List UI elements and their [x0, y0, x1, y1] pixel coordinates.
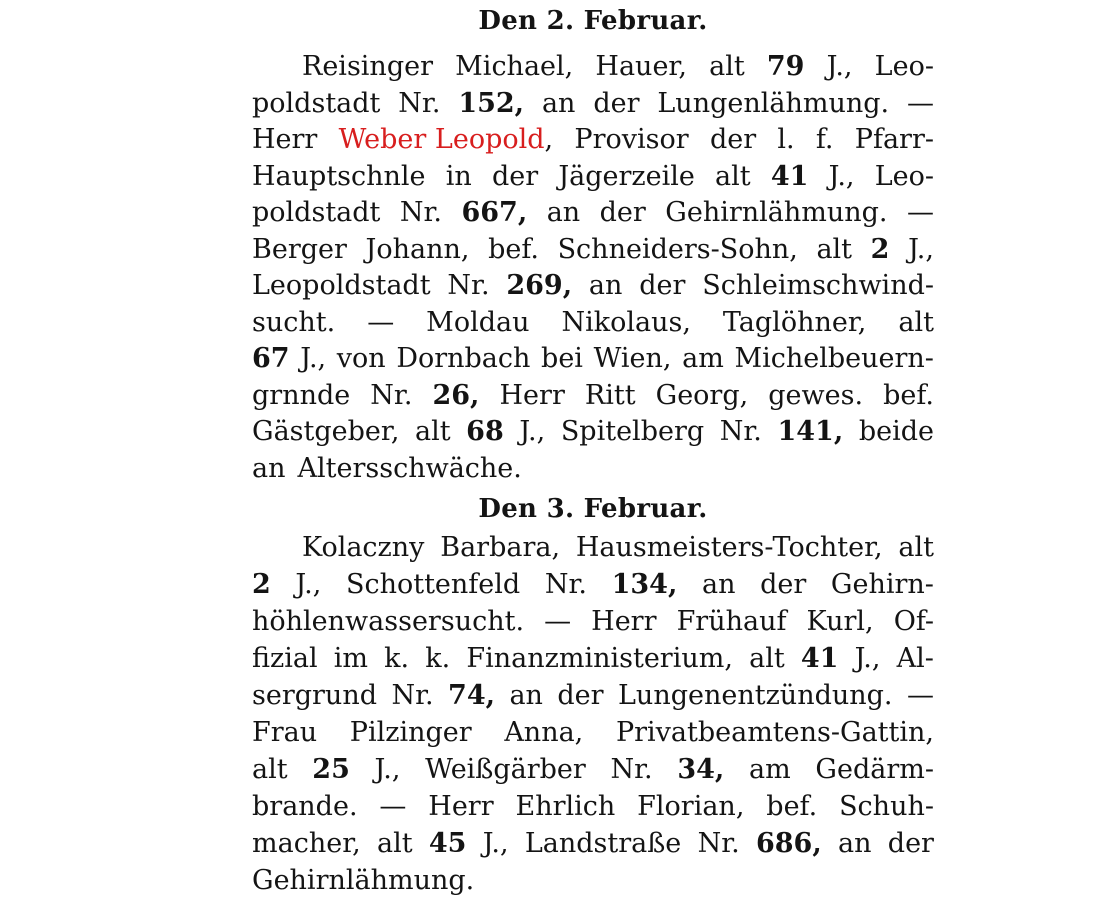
- word: Nr.: [610, 754, 653, 785]
- word: bef.: [766, 791, 818, 822]
- word: 74,: [448, 680, 496, 711]
- word: Lungenlähmung.: [657, 87, 890, 119]
- word: Spitelberg: [560, 416, 705, 447]
- text-line: [252, 232, 934, 269]
- word: an: [541, 87, 576, 119]
- word: Lungenentzündung.: [618, 680, 893, 711]
- word: Kolaczny: [302, 532, 425, 563]
- word: fizial: [252, 643, 318, 674]
- word: Georg,: [655, 379, 749, 411]
- word: —: [544, 606, 572, 637]
- word: beide: [858, 416, 934, 447]
- word: poldstadt: [252, 87, 381, 119]
- word: Nr.: [719, 416, 762, 447]
- word: im: [333, 643, 369, 674]
- text-line: [252, 677, 934, 714]
- text-line: [252, 378, 934, 415]
- word: Kurl,: [806, 606, 874, 637]
- word: Schleimschwind-: [702, 270, 934, 301]
- text-line: [252, 825, 934, 862]
- word: Pilzinger: [349, 717, 472, 748]
- word: brande.: [252, 791, 358, 822]
- text-line: [252, 566, 934, 603]
- word: J.,: [828, 160, 855, 192]
- word: sucht.: [252, 306, 336, 338]
- word: höhlenwassersucht.: [252, 606, 525, 637]
- word: —: [906, 680, 934, 711]
- word: —: [906, 197, 934, 228]
- word: Frühauf: [676, 606, 787, 637]
- word: Michelbeuern-: [734, 343, 934, 374]
- word: Pfarr-: [854, 124, 934, 155]
- word: Nr.: [398, 87, 441, 119]
- word: am: [682, 343, 724, 374]
- word: der: [599, 197, 646, 228]
- word: alt: [816, 233, 853, 265]
- word: an: [252, 452, 286, 484]
- text-line: [252, 49, 934, 86]
- word: an: [838, 828, 872, 859]
- text-line: [252, 751, 934, 788]
- word: J.,: [300, 343, 327, 374]
- section-february-3: [252, 489, 934, 899]
- text-line: [252, 788, 934, 825]
- word: Wien,: [593, 343, 672, 374]
- word: 269,: [506, 270, 573, 301]
- section-february-2: [252, 1, 934, 487]
- word: 152,: [458, 87, 525, 119]
- word: 67: [252, 343, 290, 374]
- text-line: [252, 159, 934, 196]
- word: J.,: [854, 643, 881, 674]
- word: Hausmeisters-Tochter,: [575, 532, 883, 563]
- word: an: [546, 197, 581, 228]
- word: alt: [415, 416, 451, 447]
- word: sergrund: [252, 680, 377, 711]
- word: 41: [770, 160, 809, 192]
- word: 79: [766, 51, 805, 82]
- word: Moldau: [426, 306, 530, 338]
- obituary-text: [252, 49, 934, 487]
- text-line: [252, 414, 934, 451]
- word: Herr: [428, 791, 494, 822]
- word: am: [749, 754, 791, 785]
- word: 141,: [777, 416, 844, 447]
- word: Gedärm-: [815, 754, 934, 785]
- word: Hauer,: [595, 51, 687, 82]
- word: Of-: [893, 606, 934, 637]
- text-line: [252, 640, 934, 677]
- word: Ehrlich: [515, 791, 616, 822]
- word: —: [367, 306, 395, 338]
- word: J.,: [908, 233, 934, 265]
- text-line: [252, 529, 934, 566]
- word: 26,: [432, 379, 480, 411]
- name-group: [339, 122, 554, 159]
- word: an: [701, 569, 736, 600]
- word: Provisor: [574, 124, 689, 155]
- word: Finanzministerium,: [466, 643, 733, 674]
- text-line: [252, 268, 934, 305]
- word: alt: [715, 160, 751, 192]
- word: Anna,: [504, 717, 584, 748]
- word: Dornbach: [396, 343, 531, 374]
- word: alt: [376, 828, 413, 859]
- word: 45: [428, 828, 467, 859]
- word: Johann,: [365, 233, 470, 265]
- word: Florian,: [637, 791, 745, 822]
- word: Nr.: [370, 379, 413, 411]
- word: f.: [815, 124, 834, 155]
- word: Gehirn-: [830, 569, 934, 600]
- word: Schuh-: [839, 791, 934, 822]
- word: Leopoldstadt: [252, 270, 431, 301]
- word: der: [557, 680, 604, 711]
- word: k.: [425, 643, 451, 674]
- date-heading: Den 2. Februar.: [478, 6, 708, 36]
- text-line: [252, 341, 934, 378]
- word: alt: [749, 643, 785, 674]
- word: Gehirnlähmung.: [665, 197, 888, 228]
- word: macher,: [252, 828, 361, 859]
- highlighted-name: Weber Leopold: [338, 124, 545, 155]
- word: —: [906, 87, 934, 119]
- word: Herr: [252, 124, 318, 155]
- word: Berger: [252, 233, 347, 265]
- word: J.,: [295, 569, 322, 600]
- text-line: [252, 305, 934, 342]
- text-line: [252, 195, 934, 232]
- word: alt: [709, 51, 745, 82]
- word: poldstadt: [252, 197, 381, 228]
- word: Landstraße: [524, 828, 682, 859]
- word: der: [491, 160, 539, 192]
- word: bei: [541, 343, 583, 374]
- text-line: [252, 603, 934, 640]
- word: Hauptschnle: [252, 160, 426, 192]
- word: in: [445, 160, 472, 192]
- word: an: [588, 270, 623, 301]
- text-line: [252, 451, 934, 488]
- word: 41: [800, 643, 839, 674]
- word: 34,: [677, 754, 725, 785]
- word: Nr.: [697, 828, 740, 859]
- word: Nr.: [447, 270, 490, 301]
- word: der: [709, 124, 757, 155]
- word: der: [639, 270, 686, 301]
- word: Privatbeamtens-Gattin,: [615, 717, 934, 748]
- word: Michael,: [455, 51, 574, 82]
- word: alt: [898, 306, 934, 338]
- word: Taglöhner,: [722, 306, 867, 338]
- word: Schottenfeld: [345, 569, 521, 600]
- word: Gehirnlähmung.: [252, 865, 475, 896]
- word: gewes.: [768, 379, 864, 411]
- word: 686,: [755, 828, 822, 859]
- word: —: [379, 791, 407, 822]
- text-line: [252, 86, 934, 123]
- word: J.,: [519, 416, 546, 447]
- word: Ritt: [584, 379, 636, 411]
- word: Nr.: [544, 569, 587, 600]
- word: 667,: [461, 197, 528, 228]
- word: J.,: [826, 51, 853, 82]
- word: Schneiders-Sohn,: [557, 233, 798, 265]
- word: ,: [544, 124, 554, 155]
- date-heading: Den 3. Februar.: [478, 494, 708, 524]
- text-line: [252, 862, 934, 899]
- word: an: [509, 680, 543, 711]
- word: Altersschwäche.: [297, 452, 522, 484]
- word: der: [760, 569, 807, 600]
- word: grnnde: [252, 379, 351, 411]
- word: Nikolaus,: [561, 306, 691, 338]
- word: Frau: [252, 717, 318, 748]
- newspaper-clipping: [252, 0, 934, 899]
- word: Al-: [896, 643, 934, 674]
- word: k.: [384, 643, 410, 674]
- word: von: [336, 343, 386, 374]
- word: der: [593, 87, 640, 119]
- word: 2: [870, 233, 890, 265]
- word: Herr: [591, 606, 657, 637]
- word: Nr.: [399, 197, 443, 228]
- text-line: [252, 122, 934, 159]
- word: 2: [252, 569, 271, 600]
- word: Jägerzeile: [558, 160, 695, 192]
- word: Leo-: [874, 51, 934, 82]
- word: 25: [312, 754, 350, 785]
- word: alt: [898, 532, 934, 563]
- word: der: [887, 828, 934, 859]
- obituary-text: [252, 529, 934, 899]
- word: 68: [466, 416, 504, 447]
- word: Leo-: [874, 160, 934, 192]
- word: bef.: [883, 379, 934, 411]
- word: Reisinger: [302, 51, 433, 82]
- word: J.,: [374, 754, 401, 785]
- word: J.,: [482, 828, 509, 859]
- word: Herr: [499, 379, 565, 411]
- word: alt: [252, 754, 288, 785]
- word: bef.: [488, 233, 539, 265]
- word: 134,: [611, 569, 678, 600]
- word: Nr.: [391, 680, 434, 711]
- word: Gästgeber,: [252, 416, 400, 447]
- word: l.: [777, 124, 795, 155]
- word: Weißgärber: [425, 754, 586, 785]
- text-line: [252, 714, 934, 751]
- word: Barbara,: [440, 532, 561, 563]
